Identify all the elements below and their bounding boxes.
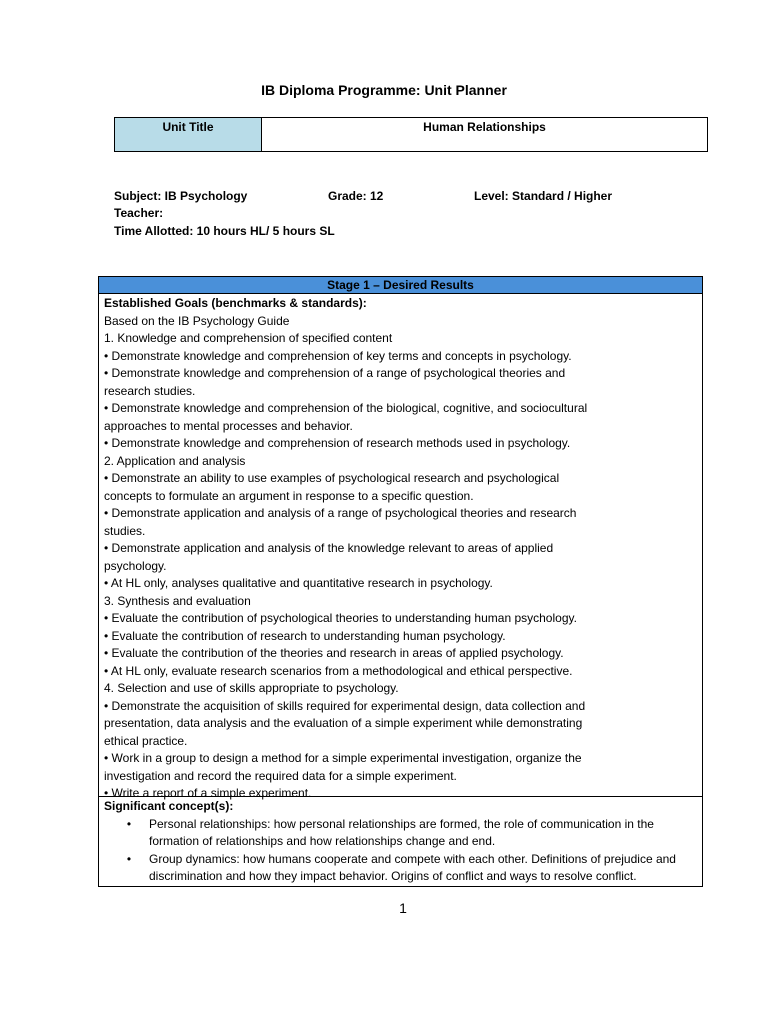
goal-line: 1. Knowledge and comprehension of specified content <box>104 331 393 345</box>
goal-line: • Write a report of a simple experiment. <box>104 786 312 800</box>
goal-line: psychology. <box>104 558 167 573</box>
concept-list <box>104 816 697 886</box>
established-goals-cell <box>99 294 702 800</box>
goal-line: • At HL only, analyses qualitative and quantitative research in psychology. <box>104 576 493 590</box>
unit-title-label: Unit Title <box>115 118 262 151</box>
concept-item <box>104 851 697 886</box>
significant-concepts-cell <box>99 797 702 886</box>
goal-line: • Demonstrate knowledge and comprehension of key terms and concepts in psychology. <box>104 348 572 363</box>
goal-line: • Evaluate the contribution of the theories and research in areas of applied psychology. <box>104 646 564 660</box>
stage1-table <box>98 276 703 887</box>
stage1-header: Stage 1 – Desired Results <box>99 277 702 294</box>
goal-line: • Demonstrate an ability to use examples of psychological research and psychological <box>104 471 560 485</box>
goal-line: • Demonstrate knowledge and comprehension of a range of psychological theories and <box>104 366 566 380</box>
goal-line: • Evaluate the contribution of research to understanding human psychology. <box>104 628 506 643</box>
goal-line: ethical practice. <box>104 733 188 748</box>
goal-line: • Evaluate the contribution of psychological theories to understanding human psychology. <box>104 611 577 625</box>
goals-list <box>104 313 697 803</box>
unit-title-value: Human Relationships <box>423 120 546 134</box>
goal-line: • Demonstrate the acquisition of skills required for experimental design, data collection and <box>104 698 586 713</box>
goal-line: • Work in a group to design a method for a simple experimental investigation, organize the <box>104 751 582 765</box>
level-field: Level: Standard / Higher <box>474 189 613 203</box>
concept-text: Group dynamics: how humans cooperate and compete with each other. Definitions of prejudice and discrimination and how they impact behavior. Origins of conflict and ways to resolve conflict. <box>149 851 676 883</box>
goal-line: • Demonstrate knowledge and comprehension of the biological, cognitive, and sociocultural <box>104 401 588 415</box>
goal-line: • Demonstrate application and analysis of the knowledge relevant to areas of applied <box>104 541 554 555</box>
goal-line: 4. Selection and use of skills appropriate to psychology. <box>104 681 399 695</box>
goal-line: Based on the IB Psychology Guide <box>104 313 290 328</box>
page-title: IB Diploma Programme: Unit Planner <box>261 82 507 98</box>
goal-line: • At HL only, evaluate research scenarios from a methodological and ethical perspective. <box>104 663 573 678</box>
time-allotted-field: Time Allotted: 10 hours HL/ 5 hours SL <box>114 224 335 238</box>
goal-line: 2. Application and analysis <box>104 453 246 468</box>
concept-item <box>104 816 697 851</box>
bullet-icon: • <box>126 851 132 866</box>
goal-line: research studies. <box>104 383 196 398</box>
grade-field: Grade: 12 <box>328 189 384 203</box>
goal-line: approaches to mental processes and behavior. <box>104 418 353 433</box>
subject-field: Subject: IB Psychology <box>114 189 248 203</box>
bullet-icon: • <box>126 816 132 831</box>
goal-line: • Demonstrate knowledge and comprehension of research methods used in psychology. <box>104 436 571 450</box>
goal-line: • Demonstrate application and analysis of a range of psychological theories and research <box>104 506 577 520</box>
page-number: 1 <box>399 900 407 916</box>
goal-line: concepts to formulate an argument in response to a specific question. <box>104 488 474 503</box>
goal-line: studies. <box>104 523 146 538</box>
teacher-field: Teacher: <box>114 206 164 220</box>
goal-line: 3. Synthesis and evaluation <box>104 593 251 608</box>
concepts-heading: Significant concept(s): <box>104 799 234 813</box>
unit-title-table <box>114 117 708 152</box>
goal-line: investigation and record the required data for a simple experiment. <box>104 768 457 783</box>
goals-heading: Established Goals (benchmarks & standards): <box>104 296 367 310</box>
goal-line: presentation, data analysis and the evaluation of a simple experiment while demonstrating <box>104 716 583 730</box>
concept-text: Personal relationships: how personal relationships are formed, the role of communication in the formation of relationships and how relationships change and end. <box>149 816 654 848</box>
